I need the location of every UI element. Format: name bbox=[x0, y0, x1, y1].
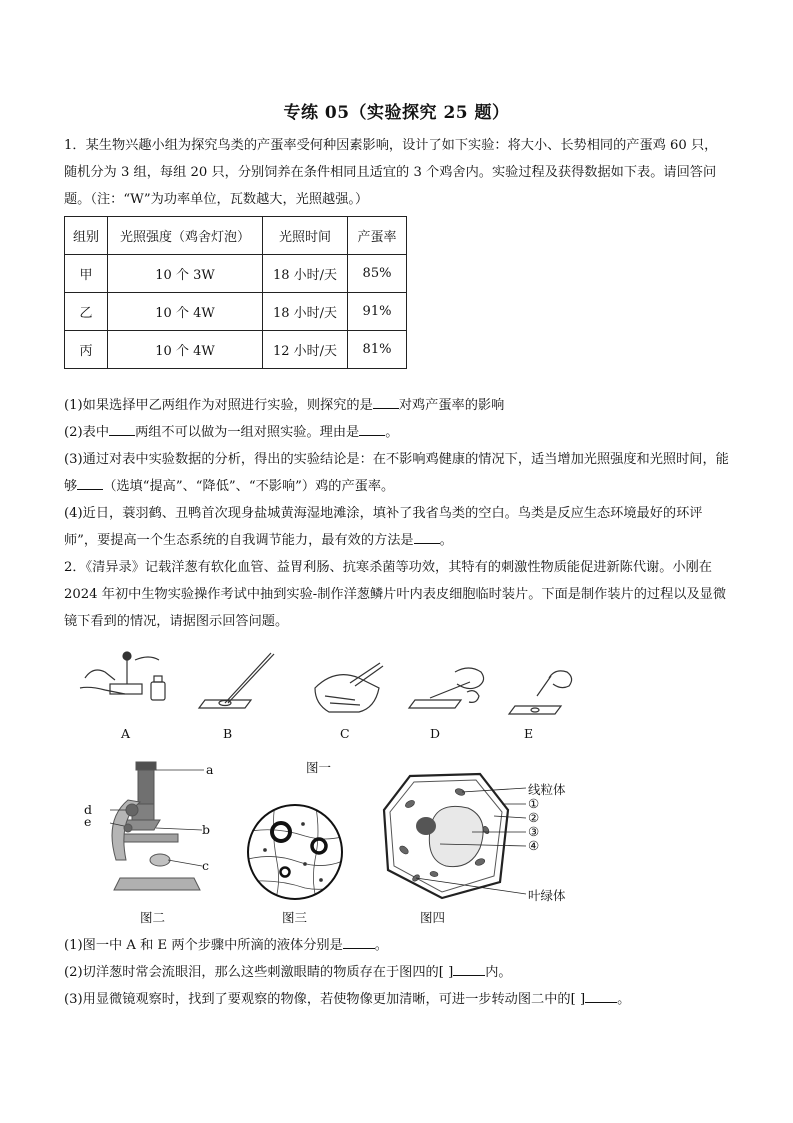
step-label: B bbox=[223, 726, 233, 741]
microscope-label-b: b bbox=[202, 822, 211, 837]
step-label: A bbox=[121, 726, 131, 741]
microscope-label-c: c bbox=[202, 858, 210, 873]
answer-blank[interactable] bbox=[359, 423, 385, 436]
answer-blank[interactable] bbox=[343, 936, 375, 949]
figure-1-caption: 图一 bbox=[306, 760, 332, 775]
step-c-illustration bbox=[315, 663, 383, 712]
answer-blank[interactable] bbox=[585, 990, 617, 1003]
answer-blank[interactable] bbox=[373, 396, 399, 409]
figure-4-plant-cell bbox=[380, 770, 530, 902]
figure-3-caption: 图三 bbox=[282, 910, 308, 925]
q2-intro: 2．《清异录》记载洋葱有软化血管、益胃利肠、抗寒杀菌等功效，其特有的刺激性物质能促进新陈代谢。小刚在 2024 年初中生物实验操作考试中抽到实验-制作洋葱鳞片叶内表皮细胞临时装片。下面是制作装片的过程以及显微镜下看到的情况，请据图示回答问题。 bbox=[64, 560, 727, 629]
table-cell: 乙 bbox=[65, 293, 108, 331]
cell-label-3: ③ bbox=[528, 824, 540, 839]
step-label: E bbox=[524, 726, 534, 741]
cell-label-mitochondria: 线粒体 bbox=[528, 782, 566, 797]
q2-sub2-text-end: 内。 bbox=[485, 965, 512, 980]
cell-label-chloroplast: 叶绿体 bbox=[528, 888, 566, 903]
step-label: D bbox=[430, 726, 441, 741]
q1-sub4 bbox=[64, 500, 729, 554]
table-cell: 85% bbox=[348, 255, 407, 293]
q1-sub3 bbox=[64, 446, 729, 500]
q1-sub2-text-end: 。 bbox=[385, 425, 399, 440]
step-b-illustration bbox=[199, 653, 274, 708]
answer-blank[interactable] bbox=[414, 531, 440, 544]
table-header: 组别 bbox=[65, 217, 108, 255]
table-cell: 18 小时/天 bbox=[263, 255, 348, 293]
table-cell: 12 小时/天 bbox=[263, 331, 348, 369]
step-d-illustration bbox=[409, 668, 484, 708]
q1-sub3-text-end: （选填“提高”、“降低”、“不影响”）鸡的产蛋率。 bbox=[103, 479, 395, 494]
step-e-illustration bbox=[509, 671, 572, 714]
q1-sub3-text: (3)通过对表中实验数据的分析，得出的实验结论是：在不影响鸡健康的情况下，适当增加光照强度和光照时间，能够 bbox=[64, 452, 729, 494]
table-header-row bbox=[65, 217, 407, 255]
table-cell: 18 小时/天 bbox=[263, 293, 348, 331]
q1-sub2 bbox=[64, 419, 729, 446]
figure-4-caption: 图四 bbox=[420, 910, 446, 925]
cell-label-1: ① bbox=[528, 796, 540, 811]
q1-sub2-text-mid: 两组不可以做为一组对照实验。理由是 bbox=[135, 425, 360, 440]
table-cell: 81% bbox=[348, 331, 407, 369]
q1-intro: 1．某生物兴趣小组为探究鸟类的产蛋率受何种因素影响，设计了如下实验：将大小、长势相同的产蛋鸡 60 只，随机分为 3 组，每组 20 只，分别饲养在条件相同且适宜的 3 个鸡舍内。实验过程及获得数据如下表。请回答问题。（注：“W”为功率单位，瓦数越大，光照越强。） bbox=[64, 138, 718, 207]
table-row bbox=[65, 255, 407, 293]
table-cell: 10 个 3W bbox=[108, 255, 263, 293]
table-header: 光照时间 bbox=[263, 217, 348, 255]
q2-sub1-text: (1)图一中 A 和 E 两个步骤中所滴的液体分别是 bbox=[64, 938, 343, 953]
microscope-label-a: a bbox=[206, 762, 214, 777]
q2-sub3-text: (3)用显微镜观察时，找到了要观察的物像，若使物像更加清晰，可进一步转动图二中的[ ] bbox=[64, 992, 586, 1007]
q2-sub3-text-end: 。 bbox=[617, 992, 631, 1007]
q2-sub2 bbox=[64, 959, 729, 986]
cell-label-4: ④ bbox=[528, 838, 540, 853]
microscope-label-d: d bbox=[84, 802, 93, 817]
q1-sub2-text: (2)表中 bbox=[64, 425, 110, 440]
q1-sub1-text-end: 对鸡产蛋率的影响 bbox=[398, 398, 505, 413]
figure-3-field-of-view bbox=[245, 802, 345, 902]
table-row bbox=[65, 293, 407, 331]
table-row bbox=[65, 331, 407, 369]
q2-sub1-text-end: 。 bbox=[374, 938, 388, 953]
egg-rate-table bbox=[64, 216, 407, 369]
answer-blank[interactable] bbox=[77, 477, 103, 490]
q1-sub4-text: (4)近日，蓑羽鹤、丑鸭首次现身盐城黄海湿地滩涂，填补了我省鸟类的空白。鸟类是反应生态环境最好的环评师”，要提高一个生态系统的自我调节能力，最有效的方法是 bbox=[64, 506, 703, 548]
q2-sub3 bbox=[64, 986, 729, 1013]
microscope-label-e: e bbox=[84, 814, 92, 829]
answer-blank[interactable] bbox=[109, 423, 135, 436]
figure-1-steps bbox=[75, 648, 595, 728]
q2-sub2-text: (2)切洋葱时常会流眼泪，那么这些刺激眼睛的物质存在于图四的[ ] bbox=[64, 965, 454, 980]
table-cell: 10 个 4W bbox=[108, 293, 263, 331]
table-header: 光照强度（鸡舍灯泡） bbox=[108, 217, 263, 255]
q1-sub1 bbox=[64, 392, 729, 419]
figure-2-caption: 图二 bbox=[140, 910, 166, 925]
cell-label-2: ② bbox=[528, 810, 540, 825]
q2-sub1 bbox=[64, 932, 729, 959]
table-cell: 91% bbox=[348, 293, 407, 331]
figure-2-microscope bbox=[80, 760, 220, 902]
q1-sub4-text-end: 。 bbox=[439, 533, 453, 548]
answer-blank[interactable] bbox=[453, 963, 485, 976]
table-cell: 10 个 4W bbox=[108, 331, 263, 369]
step-label: C bbox=[340, 726, 350, 741]
table-cell: 丙 bbox=[65, 331, 108, 369]
table-cell: 甲 bbox=[65, 255, 108, 293]
page-title: 专练 05（实验探究 25 题） bbox=[283, 103, 510, 123]
step-a-illustration bbox=[80, 652, 165, 700]
q1-sub1-text: (1)如果选择甲乙两组作为对照进行实验，则探究的是 bbox=[64, 398, 373, 413]
table-header: 产蛋率 bbox=[348, 217, 407, 255]
